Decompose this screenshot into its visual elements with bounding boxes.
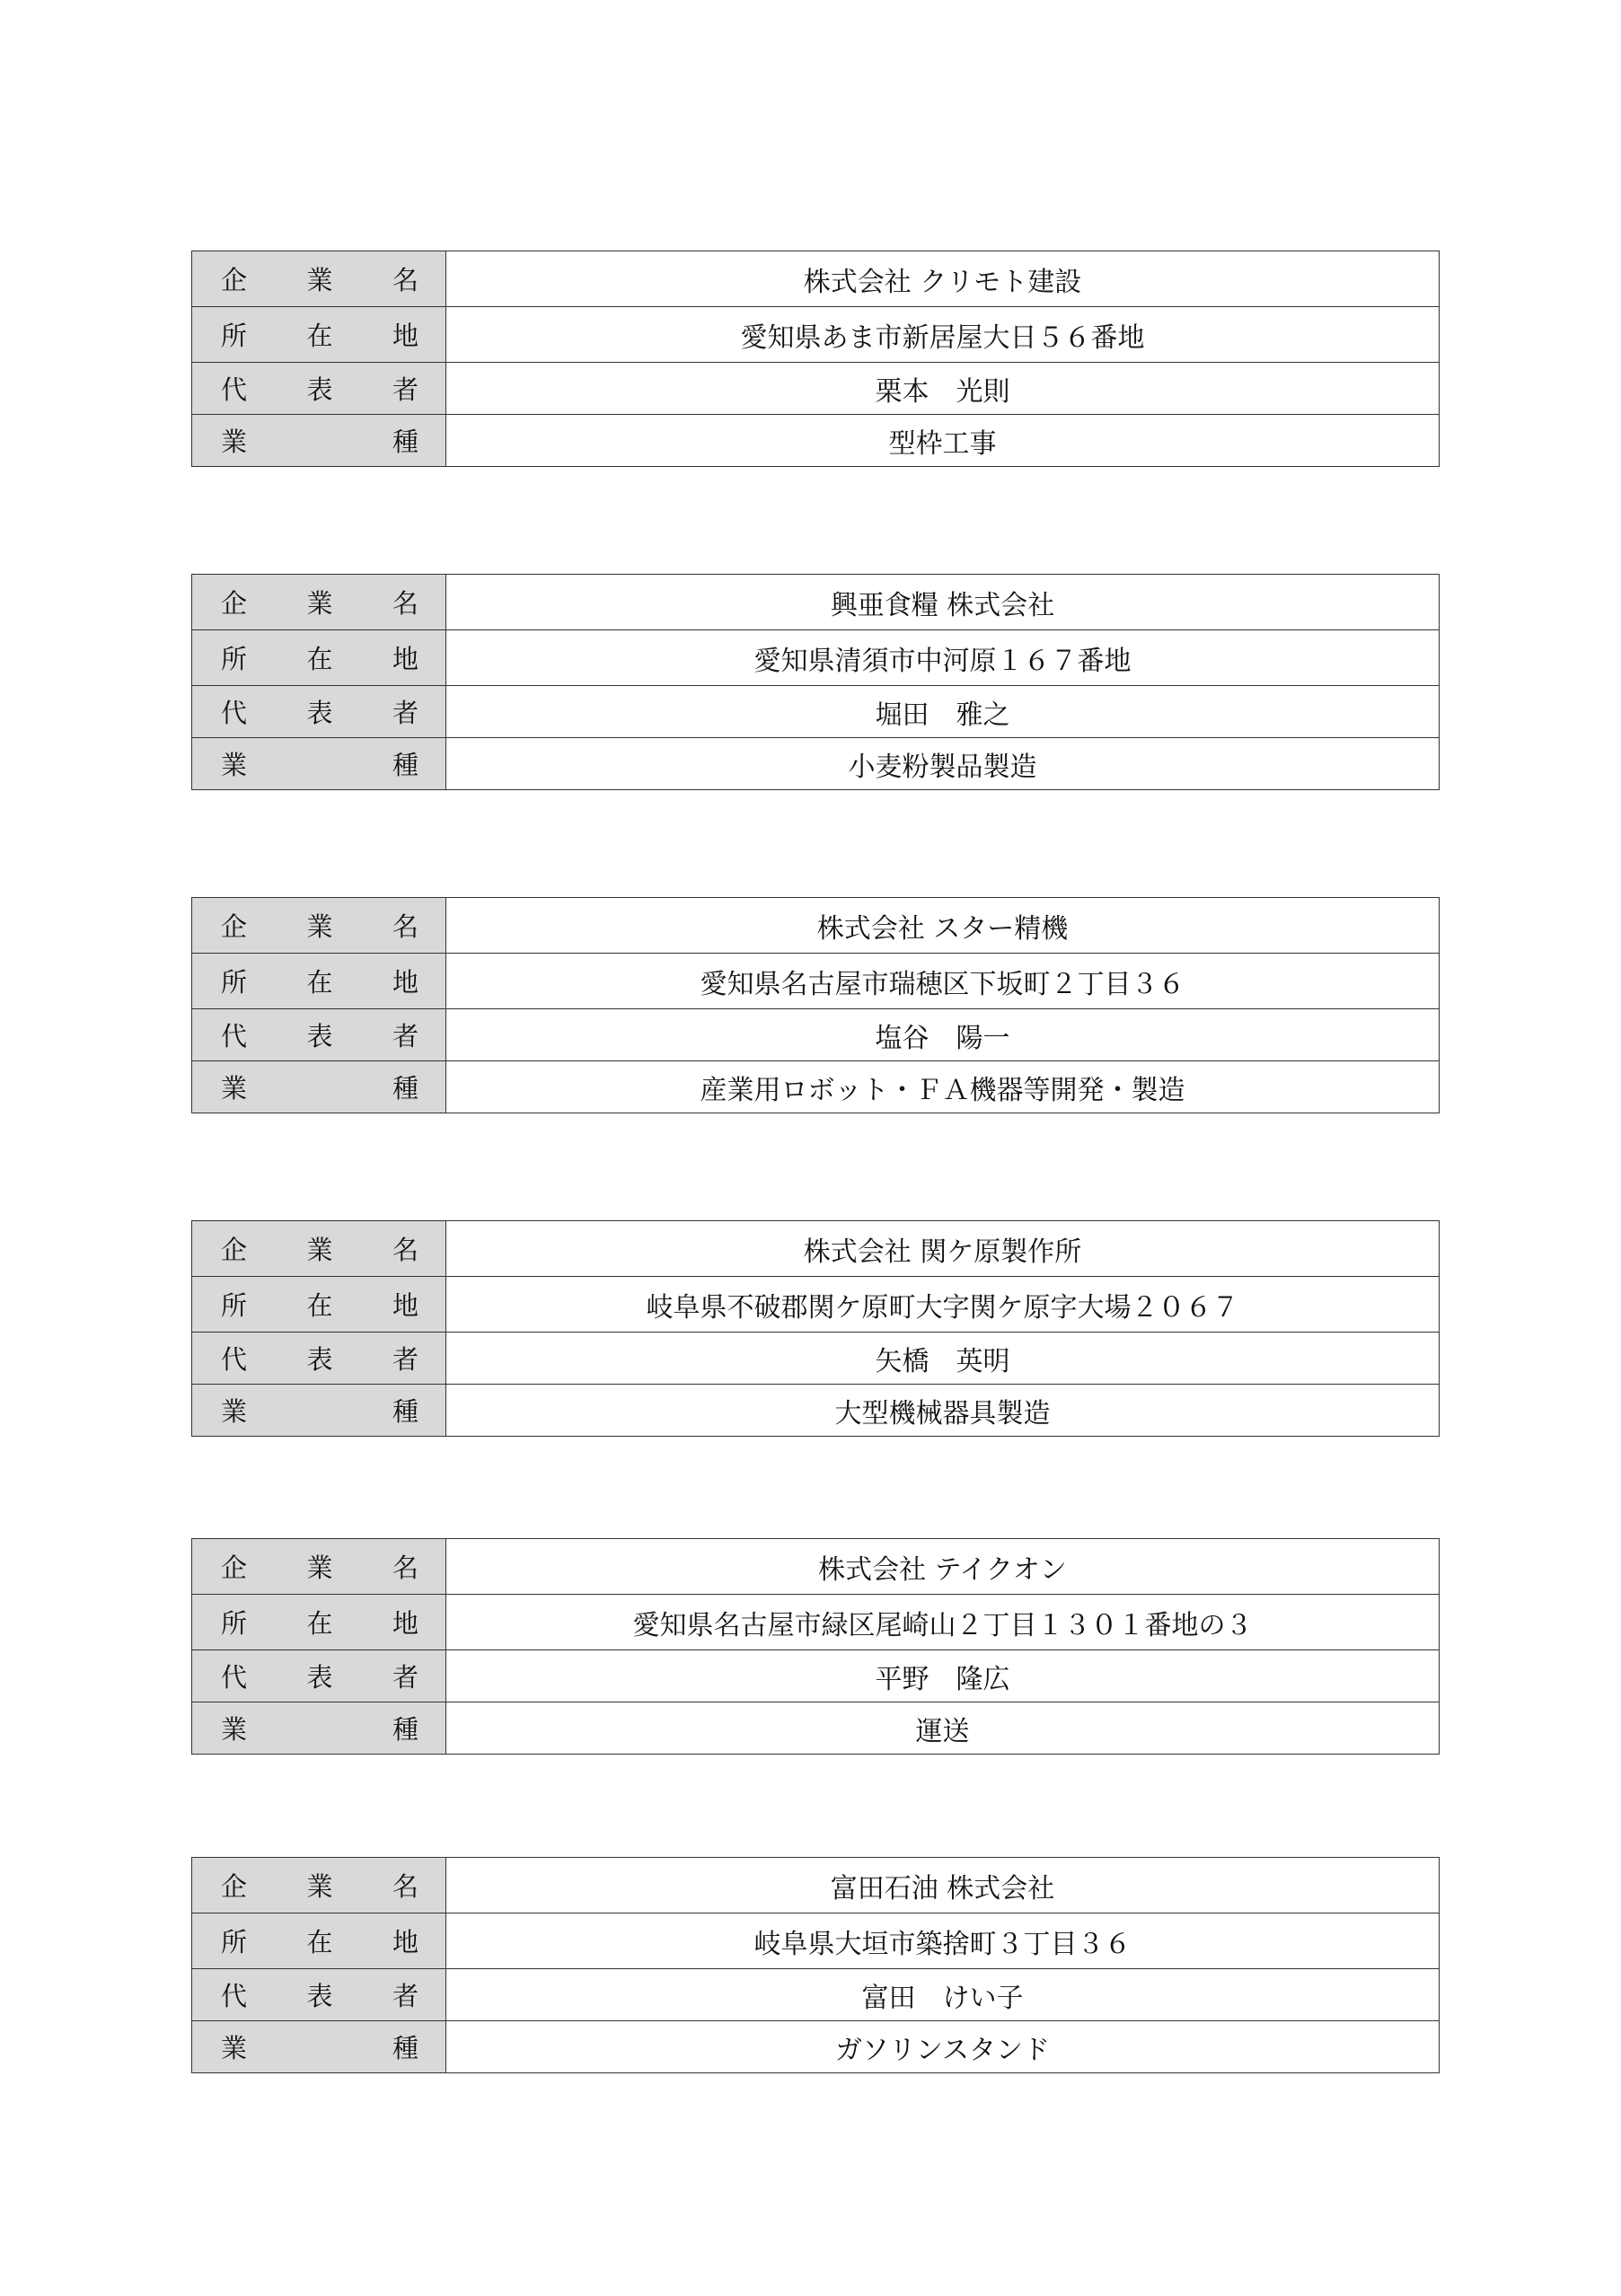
industry-label-cell [192, 1385, 446, 1437]
company-name-value: 株式会社 テイクオン [446, 1539, 1440, 1595]
representative-label-cell [192, 1650, 446, 1702]
industry-value: 型枠工事 [446, 415, 1440, 467]
industry-label-cell [192, 2021, 446, 2073]
address-row [192, 954, 1440, 1009]
representative-label [221, 1658, 418, 1694]
label-char: 名 [392, 588, 418, 619]
industry-label [221, 2028, 418, 2065]
representative-label [221, 1016, 418, 1053]
label-char: 種 [392, 2033, 418, 2063]
company-name-row [192, 1858, 1440, 1913]
address-label [221, 1604, 418, 1641]
label-char: 表 [306, 1021, 333, 1051]
label-char: 表 [306, 698, 333, 728]
label-char: 地 [392, 1290, 418, 1321]
industry-label [221, 1392, 418, 1429]
label-char: 業 [306, 911, 333, 942]
label-char: 者 [392, 1344, 418, 1375]
company-name-label-cell [192, 1221, 446, 1277]
label-char: 業 [221, 1396, 248, 1427]
representative-row [192, 363, 1440, 415]
label-char: 企 [221, 1553, 248, 1583]
company-name-row [192, 1221, 1440, 1277]
label-char: 地 [392, 644, 418, 674]
label-char: 所 [221, 967, 248, 998]
label-char: 代 [221, 374, 248, 405]
representative-row [192, 686, 1440, 738]
representative-label-cell [192, 686, 446, 738]
representative-value: 堀田 雅之 [446, 686, 1440, 738]
label-char: 者 [392, 374, 418, 405]
company-name-value: 株式会社 スター精機 [446, 898, 1440, 954]
label-char: 所 [221, 644, 248, 674]
address-value: 岐阜県不破郡関ケ原町大字関ケ原字大場２０６７ [446, 1277, 1440, 1333]
label-char: 業 [306, 1871, 333, 1902]
company-name-row [192, 1539, 1440, 1595]
company-name-label [221, 1867, 418, 1904]
address-label [221, 963, 418, 999]
address-row [192, 307, 1440, 363]
label-char: 種 [392, 1073, 418, 1104]
address-value: 岐阜県大垣市築捨町３丁目３６ [446, 1913, 1440, 1969]
industry-row [192, 415, 1440, 467]
address-label [221, 639, 418, 676]
company-name-row [192, 575, 1440, 630]
industry-label [221, 1069, 418, 1105]
label-char: 地 [392, 321, 418, 351]
label-char: 企 [221, 588, 248, 619]
industry-row [192, 1061, 1440, 1113]
label-char: 代 [221, 1344, 248, 1375]
industry-row [192, 1702, 1440, 1755]
label-char: 名 [392, 265, 418, 295]
industry-value: 大型機械器具製造 [446, 1385, 1440, 1437]
company-name-label [221, 260, 418, 297]
representative-label-cell [192, 363, 446, 415]
address-row [192, 1913, 1440, 1969]
address-label-cell [192, 630, 446, 686]
company-table [191, 897, 1440, 1113]
industry-label [221, 1710, 418, 1746]
label-char: 業 [221, 1073, 248, 1104]
label-char: 名 [392, 1553, 418, 1583]
representative-row [192, 1333, 1440, 1385]
address-label-cell [192, 1595, 446, 1650]
company-table [191, 251, 1440, 467]
representative-value: 富田 けい子 [446, 1969, 1440, 2021]
representative-value: 塩谷 陽一 [446, 1009, 1440, 1061]
industry-label-cell [192, 738, 446, 790]
representative-value: 平野 隆広 [446, 1650, 1440, 1702]
label-char: 業 [306, 1235, 333, 1265]
label-char: 種 [392, 750, 418, 780]
label-char: 在 [306, 644, 333, 674]
company-name-value: 株式会社 関ケ原製作所 [446, 1221, 1440, 1277]
address-label-cell [192, 1277, 446, 1333]
label-char: 種 [392, 1714, 418, 1745]
label-char: 者 [392, 698, 418, 728]
label-char: 表 [306, 1662, 333, 1693]
representative-label-cell [192, 1009, 446, 1061]
industry-label-cell [192, 415, 446, 467]
representative-row [192, 1650, 1440, 1702]
company-table [191, 1857, 1440, 2073]
company-name-label-cell [192, 1858, 446, 1913]
representative-label [221, 370, 418, 407]
industry-row [192, 1385, 1440, 1437]
address-value: 愛知県名古屋市瑞穂区下坂町２丁目３６ [446, 954, 1440, 1009]
industry-row [192, 2021, 1440, 2073]
label-char: 在 [306, 1927, 333, 1957]
address-label [221, 316, 418, 353]
industry-label [221, 422, 418, 459]
company-table [191, 1220, 1440, 1437]
address-value: 愛知県名古屋市緑区尾崎山２丁目１３０１番地の３ [446, 1595, 1440, 1650]
company-table [191, 1538, 1440, 1755]
company-name-label-cell [192, 251, 446, 307]
address-label-cell [192, 307, 446, 363]
label-char: 所 [221, 1608, 248, 1639]
label-char: 表 [306, 1344, 333, 1375]
company-name-label-cell [192, 1539, 446, 1595]
label-char: 所 [221, 1290, 248, 1321]
label-char: 企 [221, 1871, 248, 1902]
representative-row [192, 1969, 1440, 2021]
representative-label-cell [192, 1333, 446, 1385]
company-name-label [221, 584, 418, 620]
company-name-value: 興亜食糧 株式会社 [446, 575, 1440, 630]
label-char: 業 [306, 265, 333, 295]
label-char: 者 [392, 1662, 418, 1693]
company-name-label [221, 1230, 418, 1267]
address-label [221, 1286, 418, 1323]
address-row [192, 630, 1440, 686]
industry-value: 運送 [446, 1702, 1440, 1755]
representative-label [221, 1340, 418, 1377]
industry-value: 産業用ロボット・ＦＡ機器等開発・製造 [446, 1061, 1440, 1113]
label-char: 種 [392, 427, 418, 457]
address-label-cell [192, 1913, 446, 1969]
company-name-value: 株式会社 クリモト建設 [446, 251, 1440, 307]
representative-value: 矢橋 英明 [446, 1333, 1440, 1385]
label-char: 代 [221, 1662, 248, 1693]
label-char: 業 [221, 750, 248, 780]
label-char: 所 [221, 1927, 248, 1957]
industry-label [221, 745, 418, 782]
label-char: 地 [392, 1927, 418, 1957]
industry-label-cell [192, 1702, 446, 1755]
label-char: 業 [306, 1553, 333, 1583]
company-name-value: 富田石油 株式会社 [446, 1858, 1440, 1913]
representative-row [192, 1009, 1440, 1061]
label-char: 地 [392, 967, 418, 998]
label-char: 代 [221, 698, 248, 728]
address-value: 愛知県清須市中河原１６７番地 [446, 630, 1440, 686]
representative-label-cell [192, 1969, 446, 2021]
company-name-label-cell [192, 575, 446, 630]
label-char: 業 [306, 588, 333, 619]
label-char: 表 [306, 374, 333, 405]
company-name-label [221, 1548, 418, 1585]
company-table [191, 574, 1440, 790]
label-char: 在 [306, 967, 333, 998]
industry-value: ガソリンスタンド [446, 2021, 1440, 2073]
label-char: 業 [221, 2033, 248, 2063]
label-char: 者 [392, 1021, 418, 1051]
company-name-label-cell [192, 898, 446, 954]
label-char: 代 [221, 1981, 248, 2011]
address-label [221, 1922, 418, 1959]
label-char: 企 [221, 265, 248, 295]
label-char: 名 [392, 1235, 418, 1265]
label-char: 地 [392, 1608, 418, 1639]
company-name-row [192, 251, 1440, 307]
industry-label-cell [192, 1061, 446, 1113]
label-char: 企 [221, 911, 248, 942]
label-char: 企 [221, 1235, 248, 1265]
label-char: 種 [392, 1396, 418, 1427]
label-char: 業 [221, 1714, 248, 1745]
industry-value: 小麦粉製品製造 [446, 738, 1440, 790]
industry-row [192, 738, 1440, 790]
label-char: 者 [392, 1981, 418, 2011]
representative-label [221, 1976, 418, 2013]
address-row [192, 1595, 1440, 1650]
label-char: 表 [306, 1981, 333, 2011]
representative-value: 栗本 光則 [446, 363, 1440, 415]
address-label-cell [192, 954, 446, 1009]
address-value: 愛知県あま市新居屋大日５６番地 [446, 307, 1440, 363]
label-char: 所 [221, 321, 248, 351]
company-name-label [221, 907, 418, 944]
label-char: 名 [392, 911, 418, 942]
label-char: 在 [306, 1608, 333, 1639]
representative-label [221, 693, 418, 730]
label-char: 在 [306, 1290, 333, 1321]
label-char: 在 [306, 321, 333, 351]
label-char: 名 [392, 1871, 418, 1902]
label-char: 代 [221, 1021, 248, 1051]
address-row [192, 1277, 1440, 1333]
company-name-row [192, 898, 1440, 954]
label-char: 業 [221, 427, 248, 457]
